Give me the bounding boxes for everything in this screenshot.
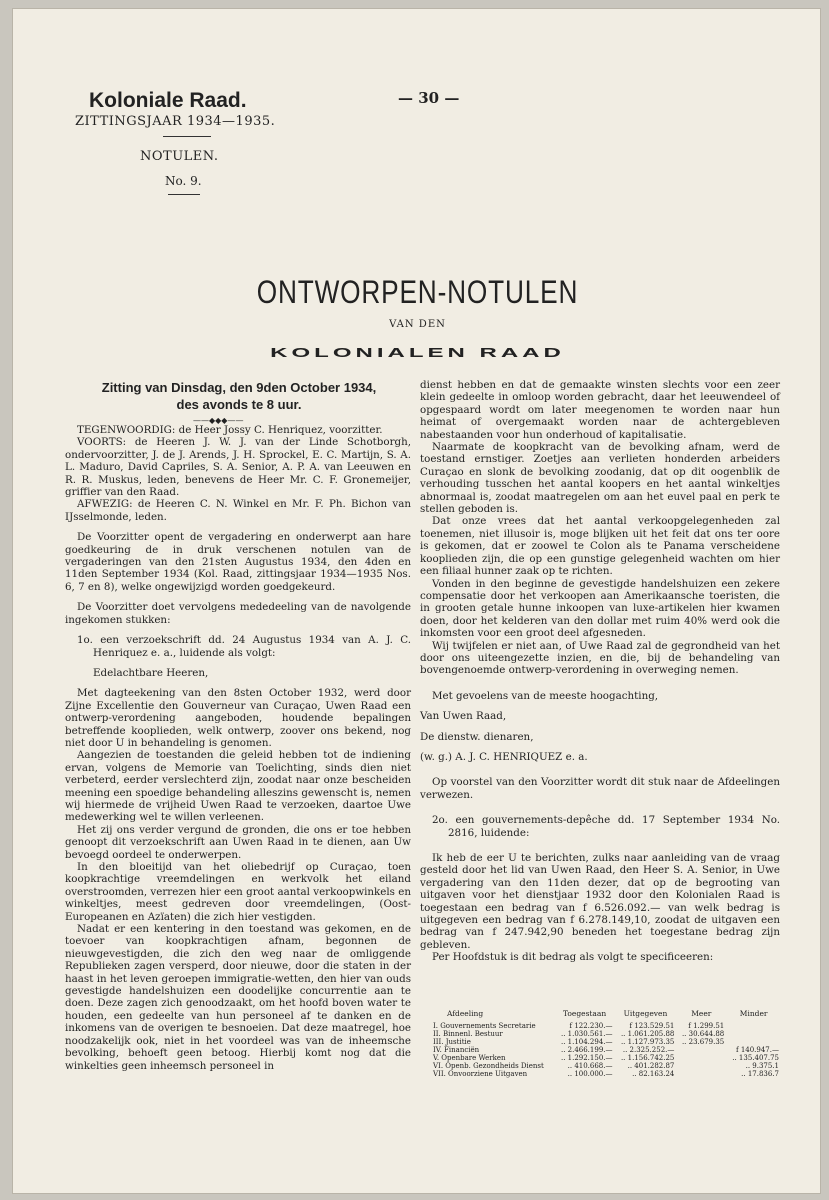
table-cell: .. 1.156.742.25	[620, 1054, 675, 1062]
paragraph: In den bloeitijd van het oliebedrijf op Curaçao, toen koopkrachtige vreemdelingen en werkvolk het eiland overstroomden, verrezen hier een groot aantal verkoopwinkels en winkeltjes, meest gedreven door vreemdelingen, (Oost-Europeanen en Azïaten) die zich hier vestigden.	[65, 861, 411, 923]
paragraph: De Voorzitter opent de vergadering en onderwerpt aan hare goedkeuring de in druk verschenen notulen van de vergaderingen van den 21sten Augustus 1934, den 4den en 11den September 1934 (Kol. Raad, zittingsjaar 1934—1935 Nos. 6, 7 en 8), welke ongewijzigd worden goedgekeurd.	[65, 531, 411, 593]
paragraph: Per Hoofdstuk is dit bedrag als volgt te specificeeren:	[432, 951, 714, 964]
table-cell: V. Openbare Werken	[433, 1054, 506, 1062]
van-den-label: VAN DEN	[389, 319, 446, 330]
attendance-others: VOORTS: de Heeren J. W. J. van der Linde Schotborgh, ondervoorzitter, J. de J. Arends, J. H. Sprockel, E. C. Martijn, S. A. L. Maduro, David Capriles, S. A. Senior, A. P. A. van Leeuwen en R. R. Muskus, leden, benevens de Heer Mr. C. F. Gronemeijer, griffier van den Raad.	[65, 436, 411, 499]
table-cell: f 123.529.51	[629, 1022, 675, 1030]
table-cell: .. 100.000.—	[567, 1070, 613, 1078]
table-cell: VII. Onvoorziene Uitgaven	[433, 1070, 528, 1078]
paragraph: Met dagteekening van den 8sten October 1932, werd door Zijne Excellentie den Gouverneur van Curaçao, Uwen Raad een ontwerp-verordening aangeboden, houdende bepalingen betreffende kooplieden, welk ontwerp, zoover ons bekend, nog niet door U in behandeling is genomen.	[65, 687, 411, 749]
paragraph: dienst hebben en dat de gemaakte winsten slechts voor een zeer klein gedeelte in omloop worden gebracht, daar het leeuwendeel of opgespaard wordt om later meegenomen te worden naar hun heimat of overgemaakt worden naar de achtergebleven nabestaanden voor hun onderhoud of kapitalisatie.	[420, 379, 780, 441]
council-name: KOLONIALEN RAAD	[270, 345, 565, 361]
table-cell	[726, 1030, 781, 1038]
table-row	[431, 1062, 781, 1070]
issue-divider	[168, 194, 200, 195]
table-cell: .. 410.668.—	[567, 1062, 613, 1070]
table-cell: .. 9.375.1	[745, 1062, 779, 1070]
document-page	[12, 8, 821, 1194]
right-column	[420, 379, 780, 964]
table-cell: I. Gouvernements Secretarie	[433, 1022, 536, 1030]
table-row	[431, 1022, 781, 1030]
list-item-1: 1o. een verzoekschrift dd. 24 Augustus 1934 van A. J. C. Henriquez e. a., luidende als volgt:	[77, 634, 411, 659]
table-cell: II. Binnenl. Bestuur	[433, 1030, 503, 1038]
table-row	[431, 1054, 781, 1062]
table-cell: .. 17.836.7	[741, 1070, 779, 1078]
paragraph: Het zij ons verder vergund de gronden, die ons er toe hebben genoopt dit verzoekschrift aan Uwen Raad in te dienen, aan Uw bevoegd oordeel te onderwerpen.	[65, 823, 411, 861]
paragraph: Dat onze vrees dat het aantal verkoopgelegenheden zal toenemen, niet illusoir is, moge blijken uit het feit dat ons ter oore is gekomen, dat er zoowel te Colon als te Panama verscheidene kooplieden zijn, die op een gunstige gelegenheid wachten om hier een filiaal hunner zaak op te richten.	[420, 515, 780, 578]
table-cell: .. 1.030.561.—	[560, 1030, 613, 1038]
table-cell	[726, 1038, 781, 1046]
paragraph: Nadat er een kentering in den toestand was gekomen, en de toevoer van koopkrachtigen afnam, begonnen de nieuwgevestigden, die zich den weg naar de omliggende Republieken zagen versperd, door nieuwe, door die staten in der haast in het leven geroepen immigratie-wetten, den hier van ouds gevestigde handelshuizen een doodelijke concurrentie aan te doen. Deze zagen zich genoodzaakt, om het hoofd boven water te houden, een gedeelte van hun personeel af te danken en de inkomens van de overigen te besnoeien. Dat deze maatregel, hoe noodzakelijk ook, niet in het voordeel was van de inheemsche bevolking, behoeft geen betoog. Hierbij komt nog dat die winkelties geen inheemsch personeel in	[65, 923, 411, 1072]
signature-name: (w. g.) A. J. C. HENRIQUEZ e. a.	[420, 750, 588, 763]
attendance-absent: AFWEZIG: de Heeren C. N. Winkel en Mr. F. Ph. Bichon van IJsselmonde, leden.	[65, 498, 411, 523]
signature-line-1: Van Uwen Raad,	[420, 710, 507, 723]
table-cell	[676, 1070, 726, 1078]
list-item-2: 2o. een gouvernements-depêche dd. 17 September 1934 No. 2816, luidende:	[432, 814, 780, 839]
attendance-present: TEGENWOORDIG: de Heer Jossy C. Henriquez, voorzitter.	[77, 424, 383, 436]
table-cell: VI. Openb. Gezondheids Dienst	[433, 1062, 544, 1070]
table-row	[431, 1038, 781, 1046]
column-header: Uitgegeven	[623, 1009, 668, 1018]
table-row	[431, 1030, 781, 1038]
table-cell: f 1.299.51	[688, 1022, 725, 1030]
paragraph: Naarmate de koopkracht van de bevolking afnam, werd de toestand ernstiger. Zoetjes aan verlieten honderden arbeiders Curaçao en slonk de bevolking zoodanig, dat op dit oogenblik de verhouding tusschen het aantal koopers en het aantal winkeltjes abnormaal is, zoodat maatregelen om aan het euvel paal en perk te stellen geboden is.	[420, 441, 780, 516]
table-cell: .. 82.163.24	[632, 1070, 675, 1078]
table-row	[431, 1070, 781, 1078]
session-line-2: des avonds te 8 uur.	[176, 397, 302, 412]
column-header: Afdeeling	[447, 1009, 484, 1018]
paragraph: Vonden in den beginne de gevestigde handelshuizen een zekere compensatie door het verkoopen aan Amerikaansche toeristen, die in grooten getale hunne inkoopen van luxe-artikelen hier kwamen doen, door het kelderen van den dollar met ruim 40% werd ook die inkomsten voor een groot deel afgesneden.	[420, 577, 780, 640]
budget-table	[431, 1009, 781, 1078]
table-cell: IV. Financiën	[433, 1046, 480, 1054]
table-cell	[676, 1054, 726, 1062]
column-header: Minder	[739, 1009, 768, 1018]
session-line-1: Zitting van Dinsdag, den 9den October 1934,	[101, 380, 377, 395]
table-cell: .. 1.061.205.88	[620, 1030, 675, 1038]
column-header: Meer	[691, 1009, 712, 1018]
signature-line-2: De dienstw. dienaren,	[420, 730, 534, 743]
table-cell: .. 1.127.973.35	[620, 1038, 675, 1046]
table-cell: .. 1.104.294.—	[560, 1038, 613, 1046]
table-cell: f 122.230.—	[569, 1022, 613, 1030]
paragraph: Aangezien de toestanden die geleid hebben tot de indiening ervan, volgens de Memorie van Toelichting, sinds dien niet verbeterd, eerder verslechterd zijn, zoodat naar onze bescheiden meening een spoedige behandeling alleszins gewenscht is, nemen wij hiermede de vrijheid Uwen Raad te verzoeken, daartoe Uwe medewerking wel te willen verleenen.	[65, 749, 411, 824]
closing-phrase: Met gevoelens van de meeste hoogachting,	[432, 689, 659, 702]
table-row	[431, 1046, 781, 1054]
table-cell: .. 2.466.199.—	[560, 1046, 613, 1054]
ornament-divider: ——◆◆◆——	[193, 416, 244, 425]
salutation: Edelachtbare Heeren,	[93, 666, 209, 679]
table-cell: .. 2.325.252.—	[622, 1046, 675, 1054]
table-cell	[676, 1062, 726, 1070]
page-number: — 30 —	[398, 89, 460, 107]
table-cell	[676, 1046, 726, 1054]
table-cell: f 140.947.—	[736, 1046, 779, 1054]
table-cell: .. 30.644.88	[681, 1030, 725, 1038]
table-cell: .. 23.679.35	[681, 1038, 725, 1046]
paragraph: De Voorzitter doet vervolgens mededeeling van de navolgende ingekomen stukken:	[65, 601, 411, 626]
paragraph: Op voorstel van den Voorzitter wordt dit stuk naar de Afdeelingen verwezen.	[420, 776, 780, 801]
table-cell: III. Justitie	[433, 1038, 471, 1046]
issue-number: No. 9.	[165, 174, 202, 188]
table-cell: .. 1.292.150.—	[560, 1054, 613, 1062]
table-header-row	[431, 1009, 781, 1022]
session-heading	[80, 379, 398, 413]
table-cell	[726, 1022, 781, 1030]
left-column	[65, 424, 411, 1072]
paragraph: Wij twijfelen er niet aan, of Uwe Raad zal de gegrondheid van het door ons uiteengezette inzien, en die, bij de behandeling van bovengenoemde ontwerp-verordening in overweging nemen.	[420, 639, 780, 677]
publication-title: Koloniale Raad.	[89, 89, 247, 112]
table-cell: .. 135.407.75	[732, 1054, 779, 1062]
table-cell: .. 401.282.87	[627, 1062, 675, 1070]
column-header: Toegestaan	[562, 1009, 607, 1018]
paragraph: Ik heb de eer U te berichten, zulks naar aanleiding van de vraag gesteld door het lid van Uwen Raad, den Heer S. A. Senior, in Uwe vergadering van den 11den dezer, dat op de begrooting van uitgaven voor het dienstjaar 1932 door den Kolonialen Raad is toegestaan een bedrag van f 6.526.092.— van welk bedrag is uitgegeven een bedrag van f 6.278.149,10, zoodat de uitgaven een bedrag van f 247.942,90 beneden het toegestane bedrag zijn gebleven.	[420, 852, 780, 951]
header-divider	[163, 136, 211, 137]
notulen-label: NOTULEN.	[140, 149, 219, 164]
session-year: ZITTINGSJAAR 1934—1935.	[75, 114, 276, 129]
main-title: ONTWORPEN-NOTULEN	[256, 274, 579, 310]
